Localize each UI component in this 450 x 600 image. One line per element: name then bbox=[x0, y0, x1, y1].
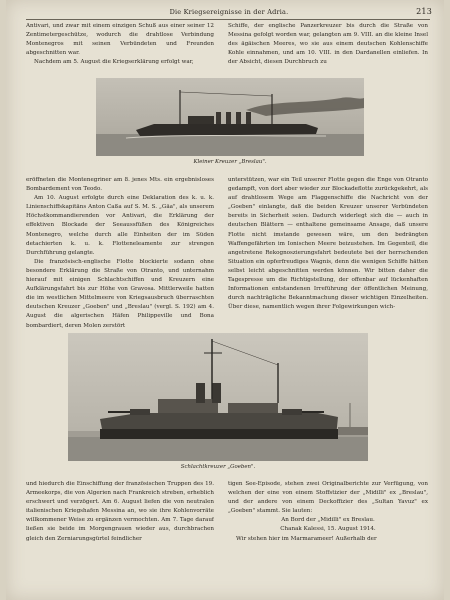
paragraph: Am 10. August erfolgte durch eine Deklaration des k. u. k. Linienschiffskapitäns Anton Caßa auf S. M. S. „Gäa", als unserem Höchstkommandierenden vor Antivari, die Erklärung der effektiven Blockade der Seeaussfüßen des Königreiches Montenegro, welche durch alle Einheiten der im Süden detachierten k. u. k. Flotteneleamente zur strengen Durchführung gelangte. bbox=[26, 195, 214, 256]
photo-caption: Schlachtkreuzer „Goeben". bbox=[180, 464, 256, 470]
paragraph: Nachdem am 5. August die Kriegserklärung erfolgt war, bbox=[34, 59, 194, 66]
page-number: 213 bbox=[416, 7, 432, 16]
magazine-page bbox=[6, 0, 444, 600]
bottom-left-column bbox=[26, 480, 214, 595]
top-right-column bbox=[228, 22, 428, 78]
paragraph: Die französisch-englische Flotte blockierte sodann ohne besondere Erklärung die Straße von Otranto, und unternahm hierauf mit einigen Schlachtschiffen und Kreuzern eine Aufklärungsfahrt bis zur Höhe von Gravosa. Mittlerweile hatten die im westlichen Mittelmeere von Kriegsausbruch überraschten deutschen Kreuzer „Goeben" und „Breslau" (vergl. S. 192) am 4. August die algerischen Häfen Philippeville und Bona bombardiert, deren Molen zerstört bbox=[26, 258, 214, 329]
mid-right-column bbox=[228, 176, 428, 331]
paragraph: und hiedurch die Einschiffung der französischen Truppen des 19. Armeekorps, die von Algerien nach Frankreich streben, erheblich erschwert und verzögert. Am 6. August liefen die von neutralen italienischen Kriegshafen Messina an, wo sie ihre Kohlenvorräte willkommener Weise zu ergänzen vermochten. Am 7. Tage darauf ließen sie beide im Morgengrauen wieder aus, durchbrachen gleich den Zerniarungsgürtel feindlicher bbox=[26, 481, 214, 542]
paragraph: unterstützen, war ein Teil unserer Flotte gegen die Enge von Otranto gedampft, von dort aber wieder zur Blockadeflotte zurückgekehrt, als auf drahtlosem Wege am Flaggenschiffe die Nachricht von der „Goeben" einlangte, daß die beiden Kreuzer unserer Verbündeten bereits in Sicherheit seien. Dadurch widerlegt sich die — auch in deutschen Blättern — enthaltene gemeinsame Ansage, daß unsere Flotte nicht imstande gewesen wäre, um den bedrängten Waffengefährten im Ionischen Meere beizustehen. Im Gegenteil, die angetretene Rekognoszierungsfahrt bedeutete bei der herrschenden Situation ein opferfreudiges Wagnis, denn die wenigen Schiffe hätten selbst leicht abgeschnitten werden können. Wir bitten daher die Tagespresse um die Richtigstellung, der offenbar auf lückenhaften Informationen entstandenen Irreführung der öffentlichen Meinung, durch nachträgliche Bekanntmachung dieser wichtigen Einzelheiten. Über diese, namentlich wegen ihrer Folgewirkungen wich- bbox=[228, 177, 428, 311]
paragraph: Schiffe, der englische Panzerkreuzer bis durch die Straße von Messina gefolgt worden war, gelangten am 9. VIII. an die kleine Insel des ägäischen Meeres, wo sie aus einem deutschen Kohlenschiffe Kohle einnahmen, und am 10. VIII. in den Dardanellen einliefen. In der Absicht, diesen Durchbruch zu bbox=[228, 23, 428, 66]
battlecruiser-photo-image bbox=[68, 333, 368, 461]
mid-left-column bbox=[26, 176, 214, 331]
running-title: Die Kriegsereignisse in der Adria. bbox=[169, 8, 289, 16]
photo-caption: Kleiner Kreuzer „Breslau". bbox=[193, 159, 267, 165]
paragraph: tigen See-Episode, stehen zwei Originalberichte zur Verfügung, von welchen der eine von einem Stoffstizier der „Midilli" ex „Breslau", und der andere von einem Deckoffizier des „Sultan Yavuz" ex „Goeben" stammt. Sie lauten: bbox=[228, 481, 428, 515]
photo-breslau bbox=[96, 78, 364, 156]
photo-goeben bbox=[68, 333, 368, 461]
paragraph: Wir stehen hier im Marmarameer! Außerhalb der bbox=[236, 535, 377, 542]
paragraph: eröffneten die Montenegriner am 8. jenes Mts. ein ergebnisloses Bombardement von Teodo. bbox=[26, 177, 214, 193]
paragraph: Antivari, und zwar mit einem einzigen Schuß aus einer seiner 12 Zentimetergeschütze, wodurch die drahtlose Verbindung Montenegros mit seinen Verbündeten und Freunden abgeschnitten war. bbox=[26, 23, 214, 57]
cruiser-photo-image bbox=[96, 78, 364, 156]
letter-dateline: Chanak Kalessi, 15. August 1914. bbox=[280, 526, 376, 533]
header-rule bbox=[26, 19, 430, 20]
letter-heading: An Bord der „Midilli" ex Breslau. bbox=[281, 517, 375, 524]
top-left-column bbox=[26, 22, 214, 78]
bottom-right-column bbox=[228, 480, 428, 595]
